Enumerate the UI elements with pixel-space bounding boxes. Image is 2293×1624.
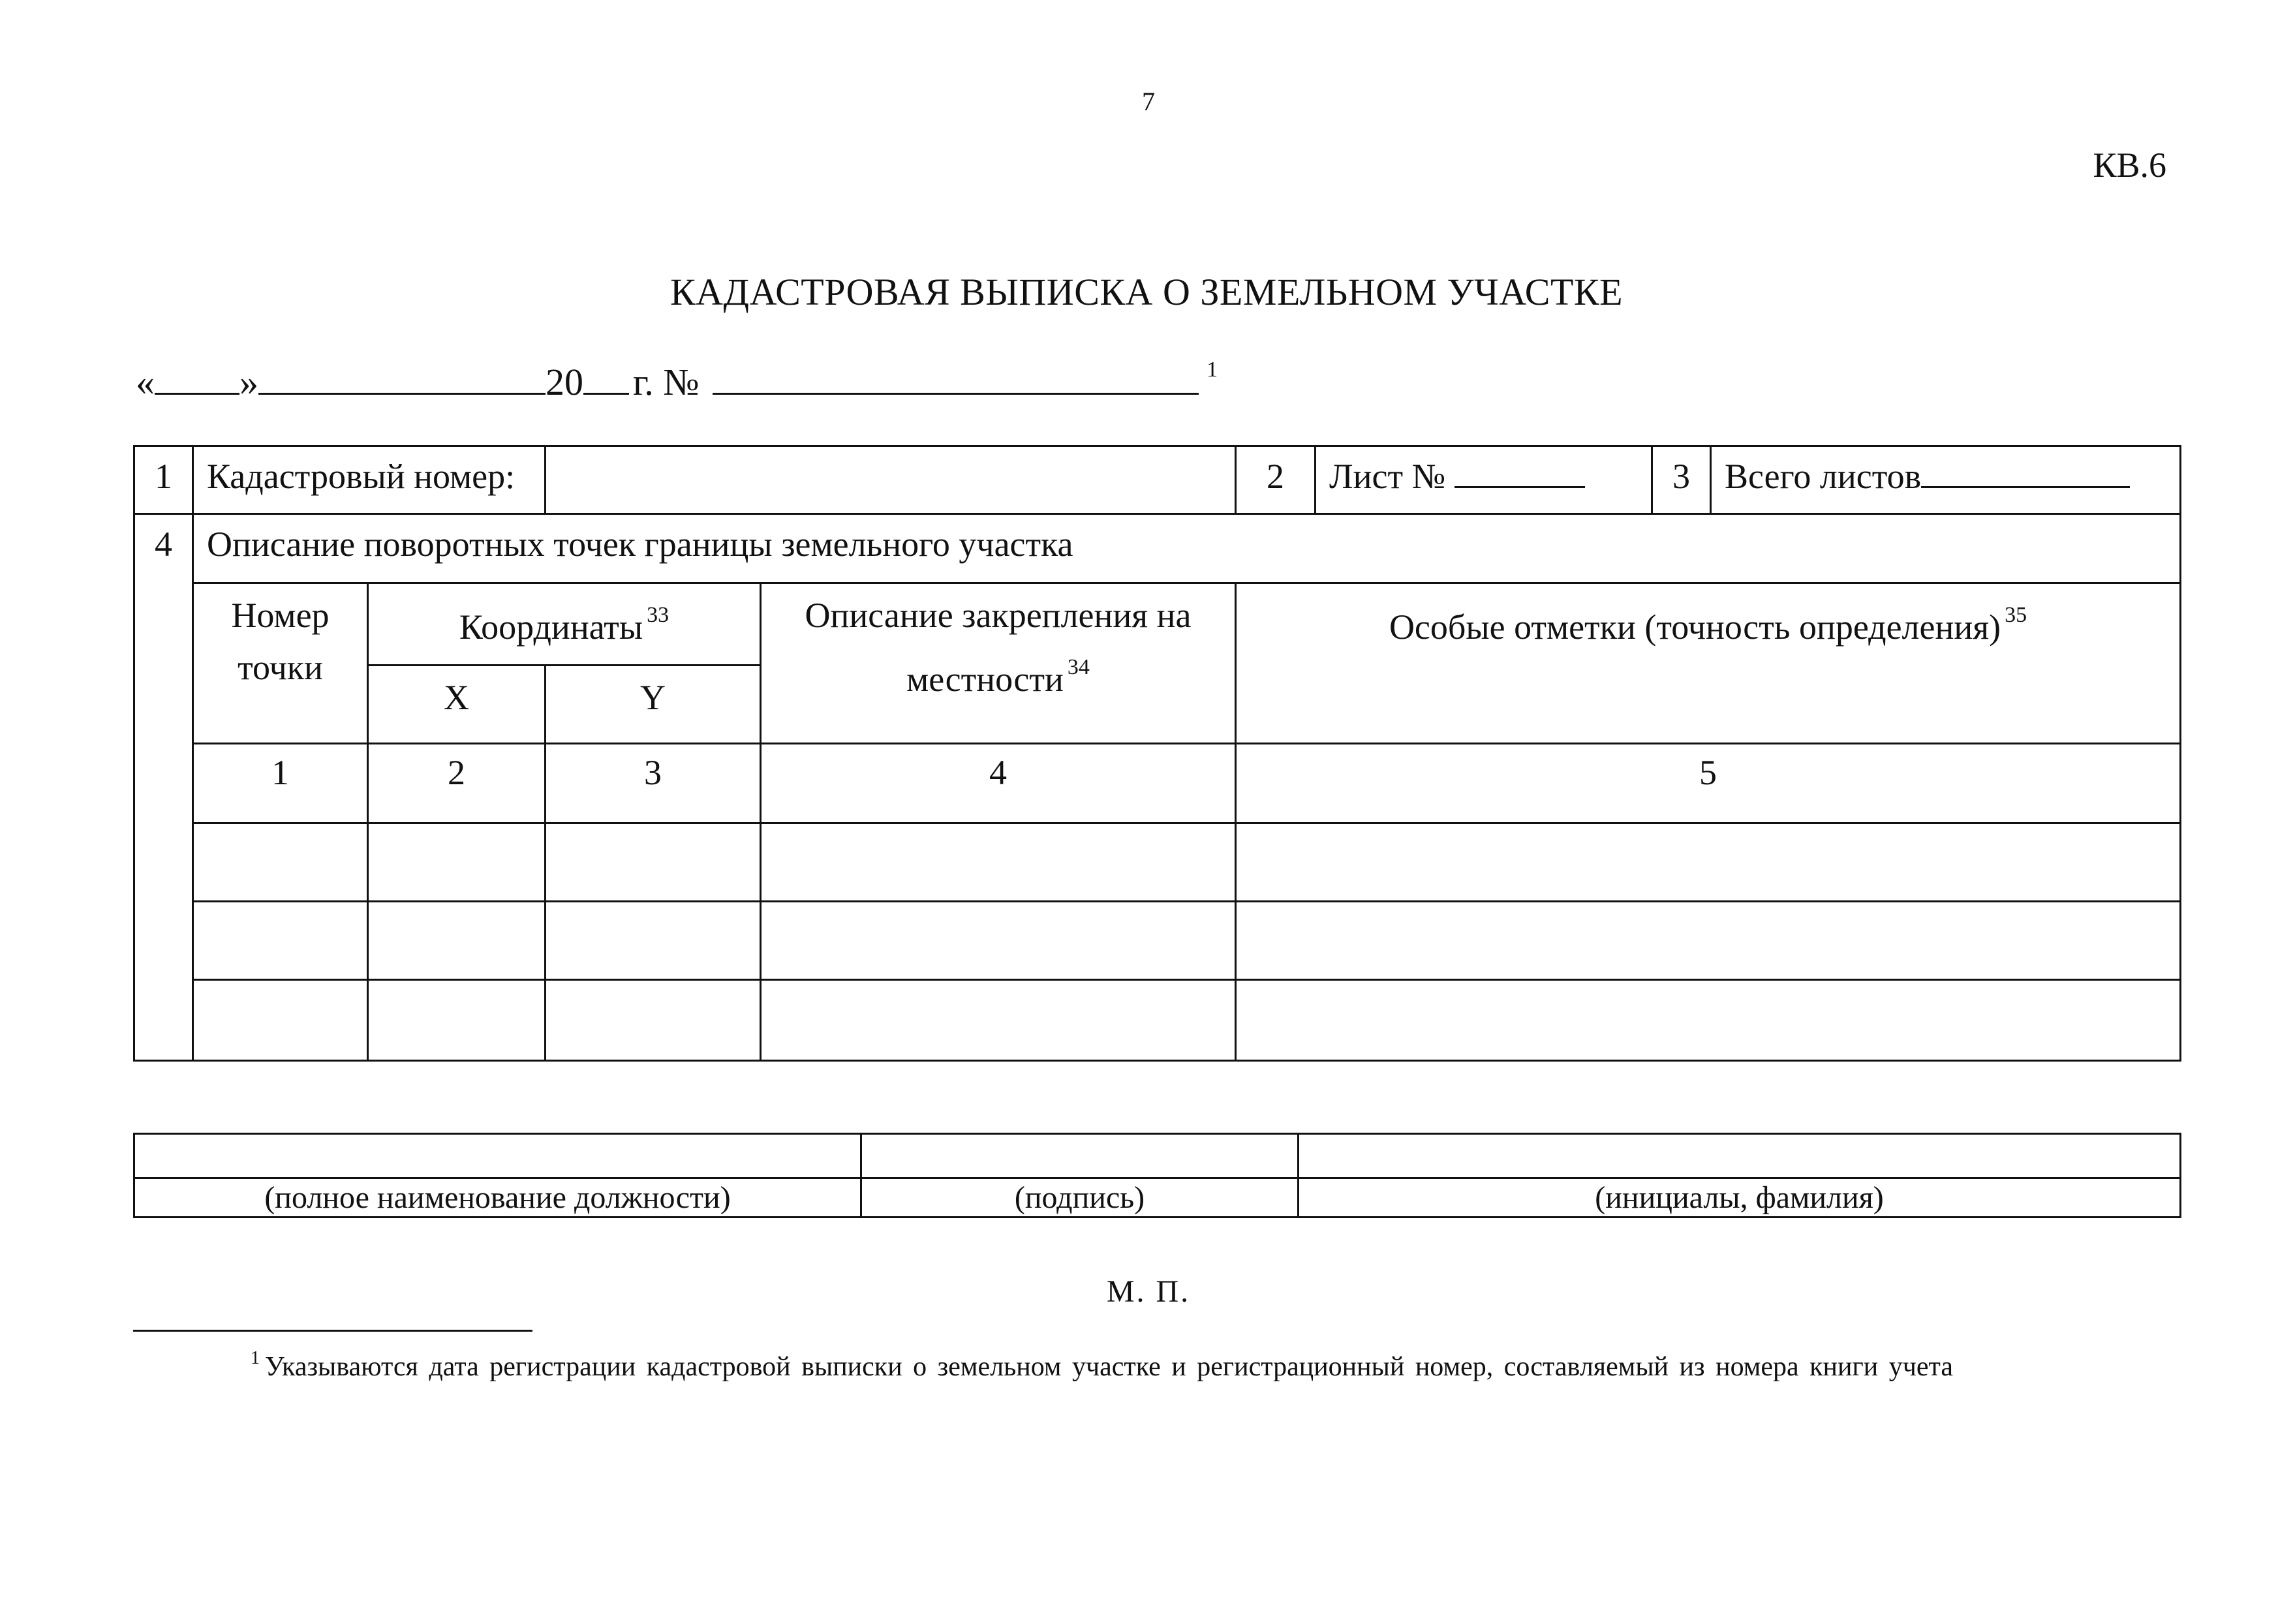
signature-caption: (подпись) — [861, 1178, 1299, 1218]
column-index-1: 1 — [193, 744, 368, 823]
column-index-5: 5 — [1236, 744, 2181, 823]
footnote-text: Указываются дата регистрации кадастровой выписки о земельном участке и регистрационный номер, составляемый из номера книги учета — [265, 1352, 1953, 1382]
name-caption: (инициалы, фамилия) — [1299, 1178, 2181, 1218]
row-number-2: 2 — [1236, 446, 1316, 514]
x-coordinate-header: X — [368, 666, 546, 744]
footnote — [251, 1348, 2169, 1383]
sheet-number-label: Лист № — [1329, 457, 1446, 496]
x-cell[interactable] — [368, 902, 546, 980]
sheet-number-field[interactable] — [1454, 457, 1585, 488]
signature-field[interactable] — [861, 1134, 1299, 1178]
total-sheets-cell — [1711, 446, 2181, 514]
year-suffix: г. № — [633, 361, 700, 403]
y-cell[interactable] — [546, 902, 761, 980]
row-number-4: 4 — [134, 514, 193, 1061]
year-field[interactable] — [583, 363, 629, 395]
row-number-3: 3 — [1652, 446, 1711, 514]
year-prefix: 20 — [546, 361, 583, 403]
notes-footnote-ref: 35 — [2005, 603, 2027, 627]
month-field[interactable] — [258, 363, 546, 395]
coordinates-footnote-ref: 33 — [647, 603, 669, 627]
column-index-2: 2 — [368, 744, 546, 823]
point-number-cell[interactable] — [193, 902, 368, 980]
fixing-header-line1: Описание закрепления на — [805, 596, 1192, 635]
column-header-row-1 — [134, 583, 2181, 666]
notes-cell[interactable] — [1236, 902, 2181, 980]
registration-number-field[interactable] — [713, 363, 1199, 395]
section-4-label: Описание поворотных точек границы земельного участка — [193, 514, 2181, 583]
point-number-cell[interactable] — [193, 980, 368, 1061]
y-cell[interactable] — [546, 823, 761, 902]
footnote-ref: 1 — [1207, 358, 1218, 382]
row-number-1: 1 — [134, 446, 193, 514]
sheet-number-cell — [1316, 446, 1652, 514]
header-row-1 — [134, 446, 2181, 514]
stamp-place: М. П. — [1106, 1274, 1191, 1309]
column-index-row — [134, 744, 2181, 823]
point-number-header — [193, 583, 368, 744]
fixing-cell[interactable] — [761, 980, 1236, 1061]
name-field[interactable] — [1299, 1134, 2181, 1178]
section-4-row — [134, 514, 2181, 583]
fixing-header-line2: местности — [906, 660, 1064, 699]
cadastral-number-field[interactable] — [546, 446, 1236, 514]
cadastral-number-label: Кадастровый номер: — [193, 446, 546, 514]
coordinates-header — [368, 583, 761, 666]
total-sheets-label: Всего листов — [1725, 457, 1922, 496]
form-code: КВ.6 — [2093, 146, 2166, 185]
table-row — [134, 823, 2181, 902]
fixing-cell[interactable] — [761, 902, 1236, 980]
signature-table — [133, 1133, 2181, 1218]
page-number: 7 — [1142, 87, 1155, 116]
x-cell[interactable] — [368, 980, 546, 1061]
table-row — [134, 902, 2181, 980]
column-index-4: 4 — [761, 744, 1236, 823]
point-number-header-line2: точки — [238, 648, 323, 687]
fixing-description-header — [761, 583, 1236, 744]
point-number-header-line1: Номер — [231, 596, 330, 635]
y-coordinate-header: Y — [546, 666, 761, 744]
fixing-cell[interactable] — [761, 823, 1236, 902]
footnote-separator — [133, 1330, 532, 1332]
signature-fill-row — [134, 1134, 2181, 1178]
position-caption: (полное наименование должности) — [134, 1178, 861, 1218]
x-cell[interactable] — [368, 823, 546, 902]
close-quote: » — [239, 361, 258, 403]
open-quote: « — [136, 361, 155, 403]
signature-caption-row — [134, 1178, 2181, 1218]
footnote-number: 1 — [251, 1348, 260, 1368]
date-number-line — [136, 358, 1218, 404]
special-notes-header — [1236, 583, 2181, 744]
day-field[interactable] — [155, 363, 239, 395]
column-index-3: 3 — [546, 744, 761, 823]
notes-cell[interactable] — [1236, 980, 2181, 1061]
main-table — [133, 445, 2181, 1062]
special-notes-header-label: Особые отметки (точность определения) — [1389, 607, 2001, 647]
total-sheets-field[interactable] — [1921, 457, 2130, 488]
document-title: КАДАСТРОВАЯ ВЫПИСКА О ЗЕМЕЛЬНОМ УЧАСТКЕ — [669, 271, 1624, 313]
fixing-footnote-ref: 34 — [1067, 655, 1090, 679]
coordinates-header-label: Координаты — [459, 607, 643, 647]
table-row — [134, 980, 2181, 1061]
y-cell[interactable] — [546, 980, 761, 1061]
position-field[interactable] — [134, 1134, 861, 1178]
notes-cell[interactable] — [1236, 823, 2181, 902]
point-number-cell[interactable] — [193, 823, 368, 902]
